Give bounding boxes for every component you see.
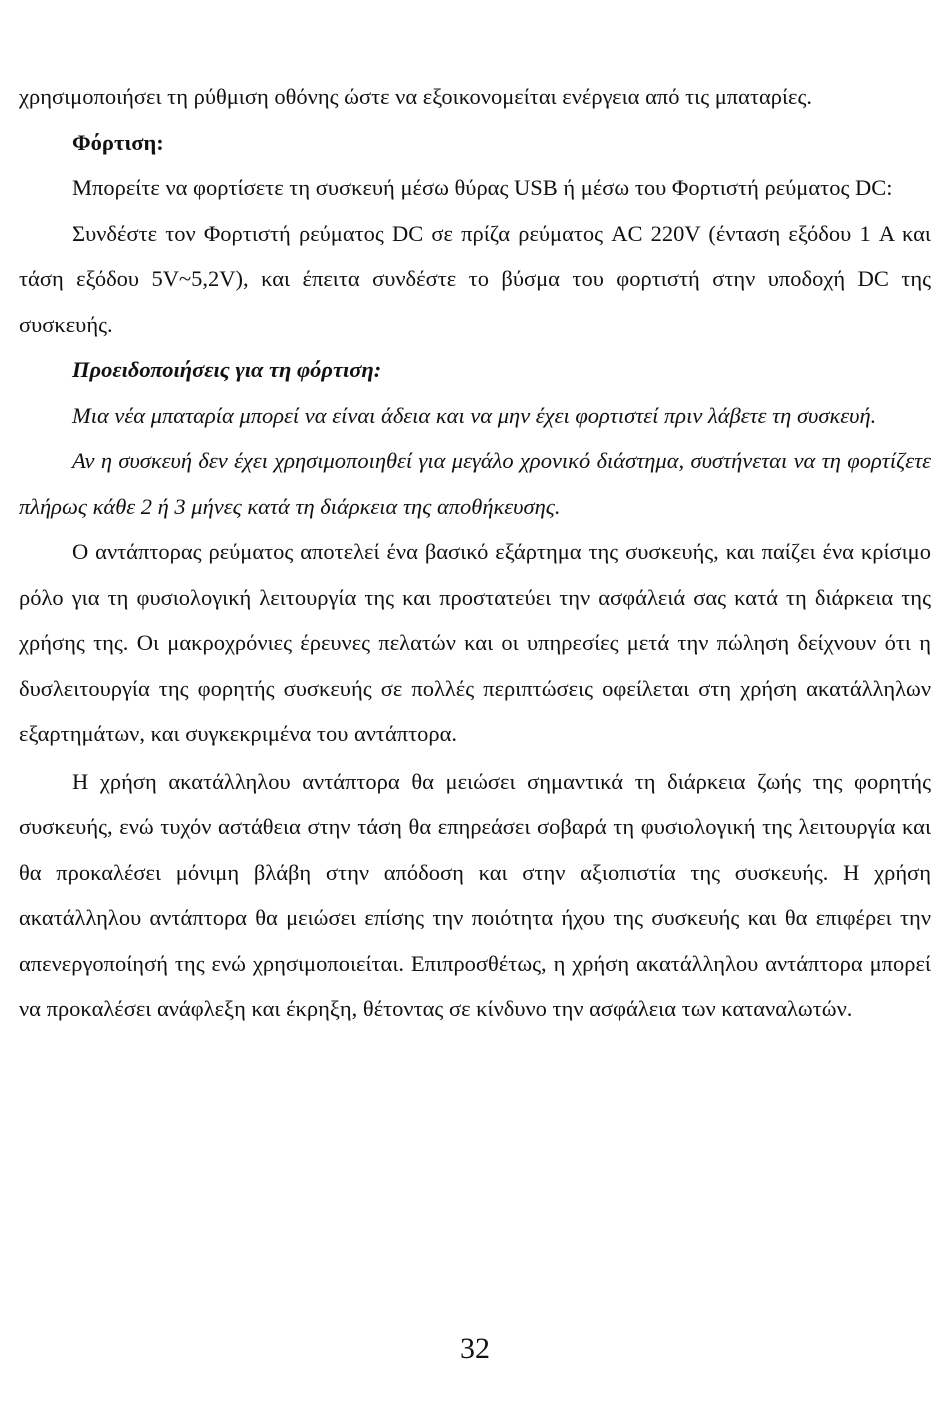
document-page: [19, 74, 931, 1032]
heading-charging-warnings: Προειδοποιήσεις για τη φόρτιση:: [72, 357, 382, 382]
paragraph-charging-methods: Μπορείτε να φορτίσετε τη συσκευή μέσω θύρας USB ή μέσω του Φορτιστή ρεύματος DC:: [72, 175, 893, 200]
paragraph-unsuitable-adapter-risks: Η χρήση ακατάλληλου αντάπτορα θα μειώσει σημαντικά τη διάρκεια ζωής της φορητής συσκευής, ενώ τυχόν αστάθεια στην τάση θα επηρεάσει σοβαρά τη φυσιολογική της λειτουργία και θα προκαλέσει μόνιμη βλάβη στην απόδοση και στην αξιοπιστία της συσκευής. Η χρήση ακατάλληλου αντάπτορα θα μειώσει επίσης την ποιότητα ήχου της συσκευής και θα επιφέρει την απενεργοποίησή της ενώ χρησιμοποιείται. Επιπροσθέτως, η χρήση ακατάλληλου αντάπτορα μπορεί να προκαλέσει ανάφλεξη και έκρηξη, θέτοντας σε κίνδυνο την ασφάλεια των καταναλωτών.: [19, 768, 931, 1021]
heading-charging: Φόρτιση:: [72, 129, 164, 155]
paragraph-adapter-importance: Ο αντάπτορας ρεύματος αποτελεί ένα βασικό εξάρτημα της συσκευής, και παίζει ένα κρίσιμο ρόλο για τη φυσιολογική λειτουργία της και προστατεύει την ασφάλειά σας κατά τη διάρκεια της χρήσης της. Οι μακροχρόνιες έρευνες πελατών και οι υπηρεσίες μετά την πώληση δείχνουν ότι η δυσλειτουργία της φορητής συσκευής σε πολλές περιπτώσεις οφείλεται στη χρήση ακατάλληλων εξαρτημάτων, και συγκεκριμένα του αντάπτορα.: [19, 539, 931, 746]
paragraph-connect-charger: Συνδέστε τον Φορτιστή ρεύματος DC σε πρίζα ρεύματος AC 220V (ένταση εξόδου 1 A και τάση εξόδου 5V~5,2V), και έπειτα συνδέστε το βύσμα του φορτιστή στην υποδοχή DC της συσκευής.: [19, 220, 931, 337]
paragraph-screen-setting: χρησιμοποιήσει τη ρύθμιση οθόνης ώστε να εξοικονομείται ενέργεια από τις μπαταρίες.: [19, 84, 813, 109]
paragraph-storage-charging-warning: Αν η συσκευή δεν έχει χρησιμοποιηθεί για μεγάλο χρονικό διάστημα, συστήνεται να τη φορτίζετε πλήρως κάθε 2 ή 3 μήνες κατά τη διάρκεια της αποθήκευσης.: [19, 448, 931, 519]
paragraph-new-battery-warning: Μια νέα μπαταρία μπορεί να είναι άδεια και να μην έχει φορτιστεί πριν λάβετε τη συσκευή.: [72, 402, 877, 428]
page-number: 32: [460, 1332, 490, 1365]
